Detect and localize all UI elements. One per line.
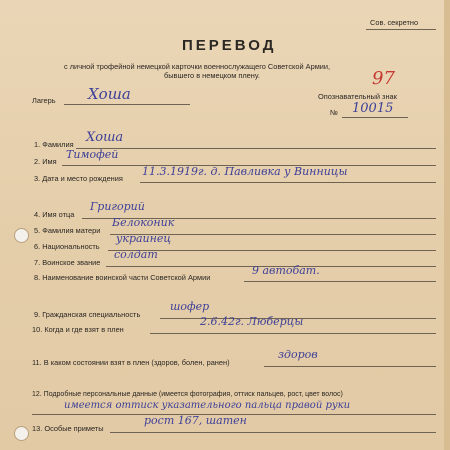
subtitle-line-1: с личной трофейной немецкой карточки военнослужащего Советской Армии, — [64, 62, 331, 71]
field-line-3 — [140, 182, 436, 183]
field-value-5: Белоконик — [112, 216, 175, 229]
field-value-4: Григорий — [90, 200, 145, 213]
field-line-11 — [264, 366, 436, 367]
field-label-11: 11. В каком состоянии взят в плен (здоров, болен, ранен) — [32, 358, 230, 367]
secret-stamp: Сов. секретно — [370, 18, 419, 27]
punch-hole-upper — [14, 228, 29, 243]
field-line-10 — [150, 333, 436, 334]
field-line-8 — [244, 281, 436, 282]
field-value-8: 9 автобат. — [252, 264, 320, 277]
field-value-11: здоров — [278, 348, 318, 361]
field-label-7: 7. Воинское звание — [34, 258, 101, 267]
field-label-1: 1. Фамилия — [34, 140, 74, 149]
field-value-6: украинец — [116, 232, 172, 245]
document-title: ПЕРЕВОД — [182, 37, 277, 54]
field-value-12: имеется оттиск указательного пальца правой руки — [64, 400, 351, 411]
field-value-13: рост 167, шатен — [144, 414, 247, 427]
badge-value: 10015 — [352, 101, 394, 116]
secret-underline — [366, 29, 436, 30]
field-line-1 — [76, 148, 436, 149]
field-value-2: Тимофей — [66, 148, 119, 161]
field-line-13 — [110, 432, 436, 433]
field-label-2: 2. Имя — [34, 157, 57, 166]
badge-red-mark: 97 — [372, 68, 395, 89]
field-label-13: 13. Особые приметы — [32, 424, 104, 433]
field-label-9: 9. Гражданская специальность — [34, 310, 141, 319]
camp-label: Лагерь — [32, 96, 56, 105]
field-label-4: 4. Имя отца — [34, 210, 75, 219]
badge-label: Опознавательный знак — [318, 92, 397, 101]
field-label-6: 6. Национальность — [34, 242, 100, 251]
badge-line — [342, 117, 408, 118]
field-label-3: 3. Дата и место рождения — [34, 174, 123, 183]
camp-line — [64, 104, 190, 105]
subtitle-line-2: бывшего в немецком плену. — [164, 71, 260, 80]
field-value-10: 2.6.42г. Люберцы — [200, 315, 304, 328]
field-label-12: 12. Подробные персональные данные (имеется фотография, оттиск пальцев, рост, цвет волос) — [32, 391, 343, 398]
punch-hole-lower — [14, 426, 29, 441]
field-label-10: 10. Когда и где взят в плен — [32, 325, 124, 334]
field-value-9: шофер — [170, 300, 210, 313]
field-label-5: 5. Фамилия матери — [34, 226, 101, 235]
camp-value: Хоша — [88, 85, 131, 103]
field-value-3: 11.3.1919г. д. Павливка у Винницы — [142, 165, 348, 178]
field-value-7: солдат — [114, 248, 158, 261]
field-value-1: Хоша — [86, 130, 124, 145]
field-label-8: 8. Наименование воинской части Советской Армии — [34, 273, 211, 282]
page-edge — [444, 0, 450, 450]
badge-number-label: № — [330, 108, 338, 117]
